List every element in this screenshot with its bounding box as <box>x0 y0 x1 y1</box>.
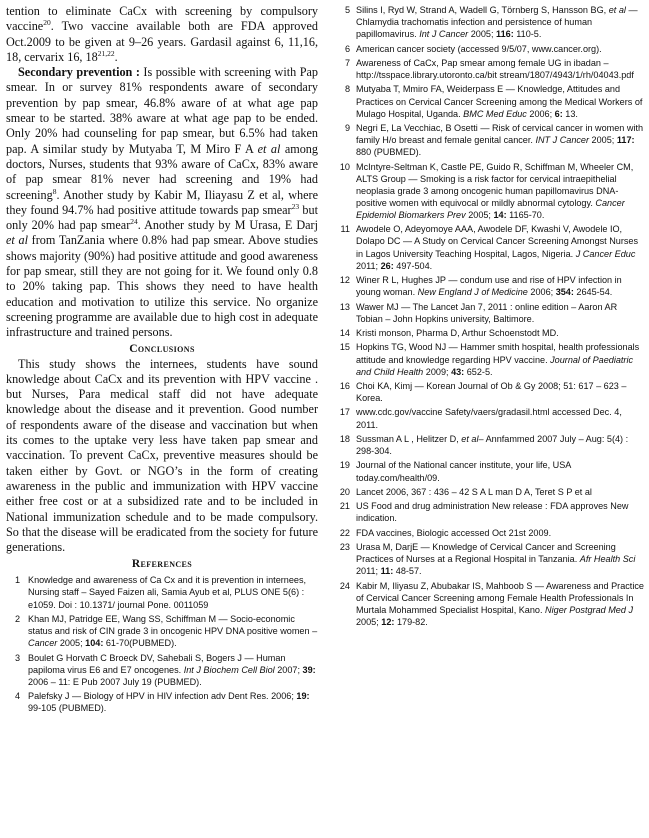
reference-item <box>336 223 644 271</box>
reference-text: Urasa M, DarjE — Knowledge of Cervical Cancer and Screening Practices of Nurses at a Regional Hospital in Tanzania. <box>356 542 616 565</box>
reference-item <box>6 690 318 714</box>
reference-text: Kristi monson, Pharma D, Arthur Schoenstodt MD. <box>356 328 559 339</box>
reference-end: 497-504. <box>393 260 433 271</box>
reference-number: 20 <box>339 486 350 497</box>
reference-item <box>336 433 644 457</box>
reference-text: Boulet G Horvath C Broeck DV, Sahebali S, Bogers J — Human papiloma virus E6 and E7 oncogenes. <box>28 652 286 675</box>
secondary-prevention-label: Secondary prevention : <box>18 65 140 80</box>
reference-number: 4 <box>14 691 20 702</box>
reference-text: US Food and drug administration New release : FDA approves New indication. <box>356 501 629 524</box>
reference-number: 15 <box>339 342 350 353</box>
reference-text: Mutyaba T, Mmiro FA, Weiderpass E — Knowledge, Attitudes and Practices on Cervical Cancer Screening among the Medical Workers of Mulago Hospital, Uganda. <box>356 84 643 119</box>
reference-item <box>336 380 644 404</box>
reference-number: 12 <box>339 275 350 286</box>
reference-text: Sussman A L , Helitzer D, <box>356 433 462 444</box>
reference-it: Journal of Paediatric and Child Health <box>356 354 634 377</box>
reference-it: Cancer Epidemiol Biomarkers Prev <box>356 197 625 220</box>
reference-item <box>336 4 644 40</box>
reference-tail: 2011; <box>356 260 381 271</box>
reference-number: 22 <box>339 527 350 538</box>
reference-item <box>336 43 644 55</box>
reference-tail: 2011; <box>356 566 381 577</box>
reference-bold: 14: <box>493 209 507 220</box>
reference-number: 11 <box>340 224 350 235</box>
reference-text: Negri E, La Vecchiac, B Osetti — Risk of cervical cancer in women with family H/o breast and female genital cancer. <box>356 123 644 146</box>
reference-item <box>336 459 644 483</box>
reference-bold: 39: <box>302 664 316 675</box>
reference-bold: 104: <box>85 638 104 649</box>
reference-end: 99-105 (PUBMED). <box>28 703 107 714</box>
reference-text: McIntyre-Seltman K, Castle PE, Guido R, Schiffman M, Wheeler CM, ALTS Group — Smoking is a risk factor for cervical intraepithelial neoplasia grade 3 among oncogenic human papillomavirus DNA-positive women with equivocal or mildly abnormal cytology. <box>356 161 634 208</box>
reference-bold: 19: <box>296 691 310 702</box>
reference-tail: 2006; <box>527 287 556 298</box>
reference-number: 18 <box>339 433 350 444</box>
reference-number: 17 <box>339 407 350 418</box>
reference-it: et al <box>461 433 479 444</box>
main-text <box>6 4 318 572</box>
references-list-right <box>336 4 644 628</box>
reference-tail: 2005; <box>465 209 494 220</box>
reference-item <box>336 274 644 298</box>
secondary-prevention-paragraph: Secondary prevention : Is possible with screening with Pap smear. In or survey 81% respondents aware of secondary prevention by pap smear, 46.8% aware of at what age pap smear to be started. 38% aware at what age pap to be ended. Only 20% had counseling for pap smear, but 6.5% had taken pap. A similar study by Mutyaba T, M Miro F A et al among doctors, Nurses, students that 93% aware of CaCx, 83% aware of pap smear 81% never had screening and 19% had screening$^8$. Another study by Kabir M, Iliayasu Z et al, where they found 94.7% had positive attitude towards pap smear$^{23}$ but only 20% had pap smear$^{24}$. Another study by M Urasa, E Darj et al from TanZania where 0.8% had pap smear. Above studies shows majority (90%) had positive attitude and good awareness for pap smear, still they are not going for it. We found only 0.8 to 20% taking pap. This shows they need to have health education and motivation to utilize this service. No organize screening programme are available due to high cost in adequate infrastructure and trained persons. <box>6 65 319 340</box>
reference-number: 23 <box>339 542 350 553</box>
reference-item <box>336 406 644 430</box>
reference-it: INT J Cancer <box>535 135 590 146</box>
reference-tail: 2005; <box>57 638 86 649</box>
references-heading: References <box>131 558 193 571</box>
reference-it: BMC Med Educ <box>463 108 527 119</box>
reference-text: American cancer society (accessed 9/5/07, www.cancer.org). <box>356 43 602 54</box>
reference-text: Journal of the National cancer institute, your life, USA today.com/health/09. <box>356 460 571 483</box>
reference-item <box>336 122 644 158</box>
reference-tail: 2005; <box>589 135 617 146</box>
reference-text: Awodele O, Adeyomoye AAA, Awodele DF, Kwashi V, Awodele IO, Dolapo DC — A Study on Cervical Cancer Screening Amongst Nurses in Lagos University Teaching Hospital, Lagos, Nigeria. <box>356 224 639 259</box>
reference-text: Kabir M, Iliyasu Z, Abubakar IS, Mahboob S — Awareness and Practice of Cervical Cancer Screening among Female Health Professionals In Murtala Mohammed Specialist Hospital, Kano. <box>356 580 644 615</box>
reference-item <box>6 574 318 610</box>
reference-item <box>336 527 644 539</box>
reference-number: 7 <box>344 57 350 68</box>
reference-bold: 354: <box>555 287 574 298</box>
references-list-left <box>6 574 318 714</box>
reference-end: 13. <box>562 108 578 119</box>
reference-item <box>336 500 644 524</box>
reference-end: 61-70(PUBMED). <box>103 638 177 649</box>
reference-item <box>336 486 644 498</box>
reference-it: New England J of Medicine <box>417 287 528 298</box>
reference-text: Khan MJ, Patridge EE, Wang SS, Schiffman M — Socio-economic status and risk of CIN grade 3 in oncogenic HPV DNA positive women – <box>28 613 318 637</box>
reference-tail: 2005; <box>356 617 382 628</box>
reference-item <box>336 301 644 325</box>
reference-end: 2006 – 11: E Pub 2007 July 19 (PUBMED). <box>28 676 202 687</box>
reference-it: Int J Biochem Cell Biol <box>183 664 275 675</box>
reference-end: 179-82. <box>394 617 428 628</box>
reference-number: 21 <box>339 501 350 512</box>
reference-text: Knowledge and awareness of Ca Cx and it is prevention in internees, Nursing staff – Sayed Faizen ali, Samia Ayub et al, PLUS ONE 5(6) : e1059. Doi : 10.1371/ journal Pone. 0011059 <box>28 575 307 610</box>
reference-item <box>336 341 644 377</box>
reference-it: et al <box>608 5 626 15</box>
reference-number: 2 <box>14 613 20 624</box>
intro-paragraph: tention to eliminate CaCx with screening by compulsory vaccine$^{20}$. Two vaccine available both are FDA approved Oct.2009 to be given at 9–26 years. Gardasil against 6, 11,16, 18, cervarix 16, 18$^{21,22}$. <box>6 4 318 64</box>
reference-item <box>336 327 644 339</box>
reference-end: 652-5. <box>464 366 493 377</box>
reference-number: 16 <box>339 380 350 391</box>
reference-item <box>336 580 644 628</box>
reference-end: 110-5. <box>513 29 542 40</box>
reference-end: 48-57. <box>393 566 422 577</box>
reference-tail: — Chlamydia trachomatis infection and persistence of human papillomavirus. <box>356 5 638 40</box>
reference-it: J Cancer Educ <box>575 248 636 259</box>
reference-end: 880 (PUBMED). <box>356 147 422 158</box>
reference-it: Cancer <box>28 638 58 649</box>
reference-item <box>336 541 644 577</box>
reference-number: 10 <box>339 161 350 172</box>
reference-bold: 117: <box>616 135 635 146</box>
reference-number: 6 <box>344 43 350 54</box>
reference-tail2: 2005; <box>468 29 497 40</box>
reference-bold: 12: <box>381 617 395 628</box>
reference-it: Afr Health Sci <box>579 554 636 565</box>
reference-text: Lancet 2006, 367 : 436 – 42 S A L man D A, Teret S P et al <box>356 486 592 497</box>
reference-text: Hopkins TG, Wood NJ — Hammer smith hospital, health professionals attitude and knowledge regarding HPV vaccine. <box>356 342 640 365</box>
reference-bold: 116: <box>496 29 514 40</box>
reference-number: 13 <box>339 301 350 312</box>
reference-text: Awareness of CaCx, Pap smear among female UG in ibadan – http://tsspace.library.utoronto.ca/bit stream/1807/4943/1/rh/04043.pdf <box>356 57 634 81</box>
reference-number: 3 <box>14 652 20 663</box>
reference-number: 24 <box>339 580 350 591</box>
conclusions-heading: Conclusions <box>129 342 195 355</box>
reference-bold: 11: <box>380 566 394 577</box>
reference-tail: 2007; <box>274 664 303 675</box>
reference-text: Palefsky J — Biology of HPV in HIV infection adv Dent Res. 2006; <box>28 691 297 702</box>
reference-text: Silins I, Ryd W, Strand A, Wadell G, Törnberg S, Hansson BG, <box>356 5 609 15</box>
reference-text: FDA vaccines, Biologic accessed Oct 21st 2009. <box>356 527 552 538</box>
reference-number: 1 <box>14 575 20 586</box>
reference-number: 5 <box>344 5 350 15</box>
reference-text: www.cdc.gov/vaccine Safety/vaers/gradasil.html accessed Dec. 4, 2011. <box>356 407 622 430</box>
reference-text: Wawer MJ — The Lancet Jan 7, 2011 : online edition – Aaron AR Tobian – John Hopkins university, Baltimore. <box>356 301 618 324</box>
reference-it2: Int J Cancer <box>419 29 469 40</box>
reference-item <box>6 613 318 649</box>
reference-bold: 26: <box>380 260 394 271</box>
reference-item <box>6 652 318 688</box>
reference-number: 19 <box>339 460 350 471</box>
reference-number: 9 <box>344 123 350 134</box>
reference-number: 14 <box>339 328 350 339</box>
reference-tail: 2009; <box>423 366 452 377</box>
reference-end: 1165-70. <box>506 209 545 220</box>
conclusions-paragraph: This study shows the internees, students have sound knowledge about CaCx and its prevention with HPV vaccine . but Nurses, Para medical staff did not have adequate knowledge about the disease and it prevention. Good number of respondents aware of the disease and vaccination but when its comes to the uptake very less have taken pap smear and vaccination. To prevent CaCx, preventive measures should be taken either by Govt. or NGO’s in the form of creating awareness in the public and immunization with HPV vaccine either free cost or at a subsidized rate and to be included in National immunization schedule and to be made compulsory. So that the disease will be eradicated from the society for future generations. <box>6 356 318 555</box>
reference-item <box>336 161 644 221</box>
reference-text: Winer R L, Hughes JP — condum use and rise of HPV infection in young woman. <box>356 275 622 298</box>
left-column <box>6 4 318 717</box>
reference-tail: 2006; <box>526 108 555 119</box>
reference-item <box>336 57 644 81</box>
reference-number: 8 <box>344 84 350 95</box>
reference-text: Choi KA, Kimj — Korean Journal of Ob & Gy 2008; 51: 617 – 623 – Korea. <box>356 380 627 404</box>
reference-it: Niger Postgrad Med J <box>545 604 633 615</box>
reference-item <box>336 83 644 119</box>
right-column <box>336 4 644 630</box>
reference-bold: 6: <box>554 108 563 119</box>
reference-bold: 43: <box>451 366 465 377</box>
reference-tail: – Annfammed 2007 July – Aug: 5(4) : 298-304. <box>356 433 629 457</box>
reference-end: 2645-54. <box>573 287 613 298</box>
